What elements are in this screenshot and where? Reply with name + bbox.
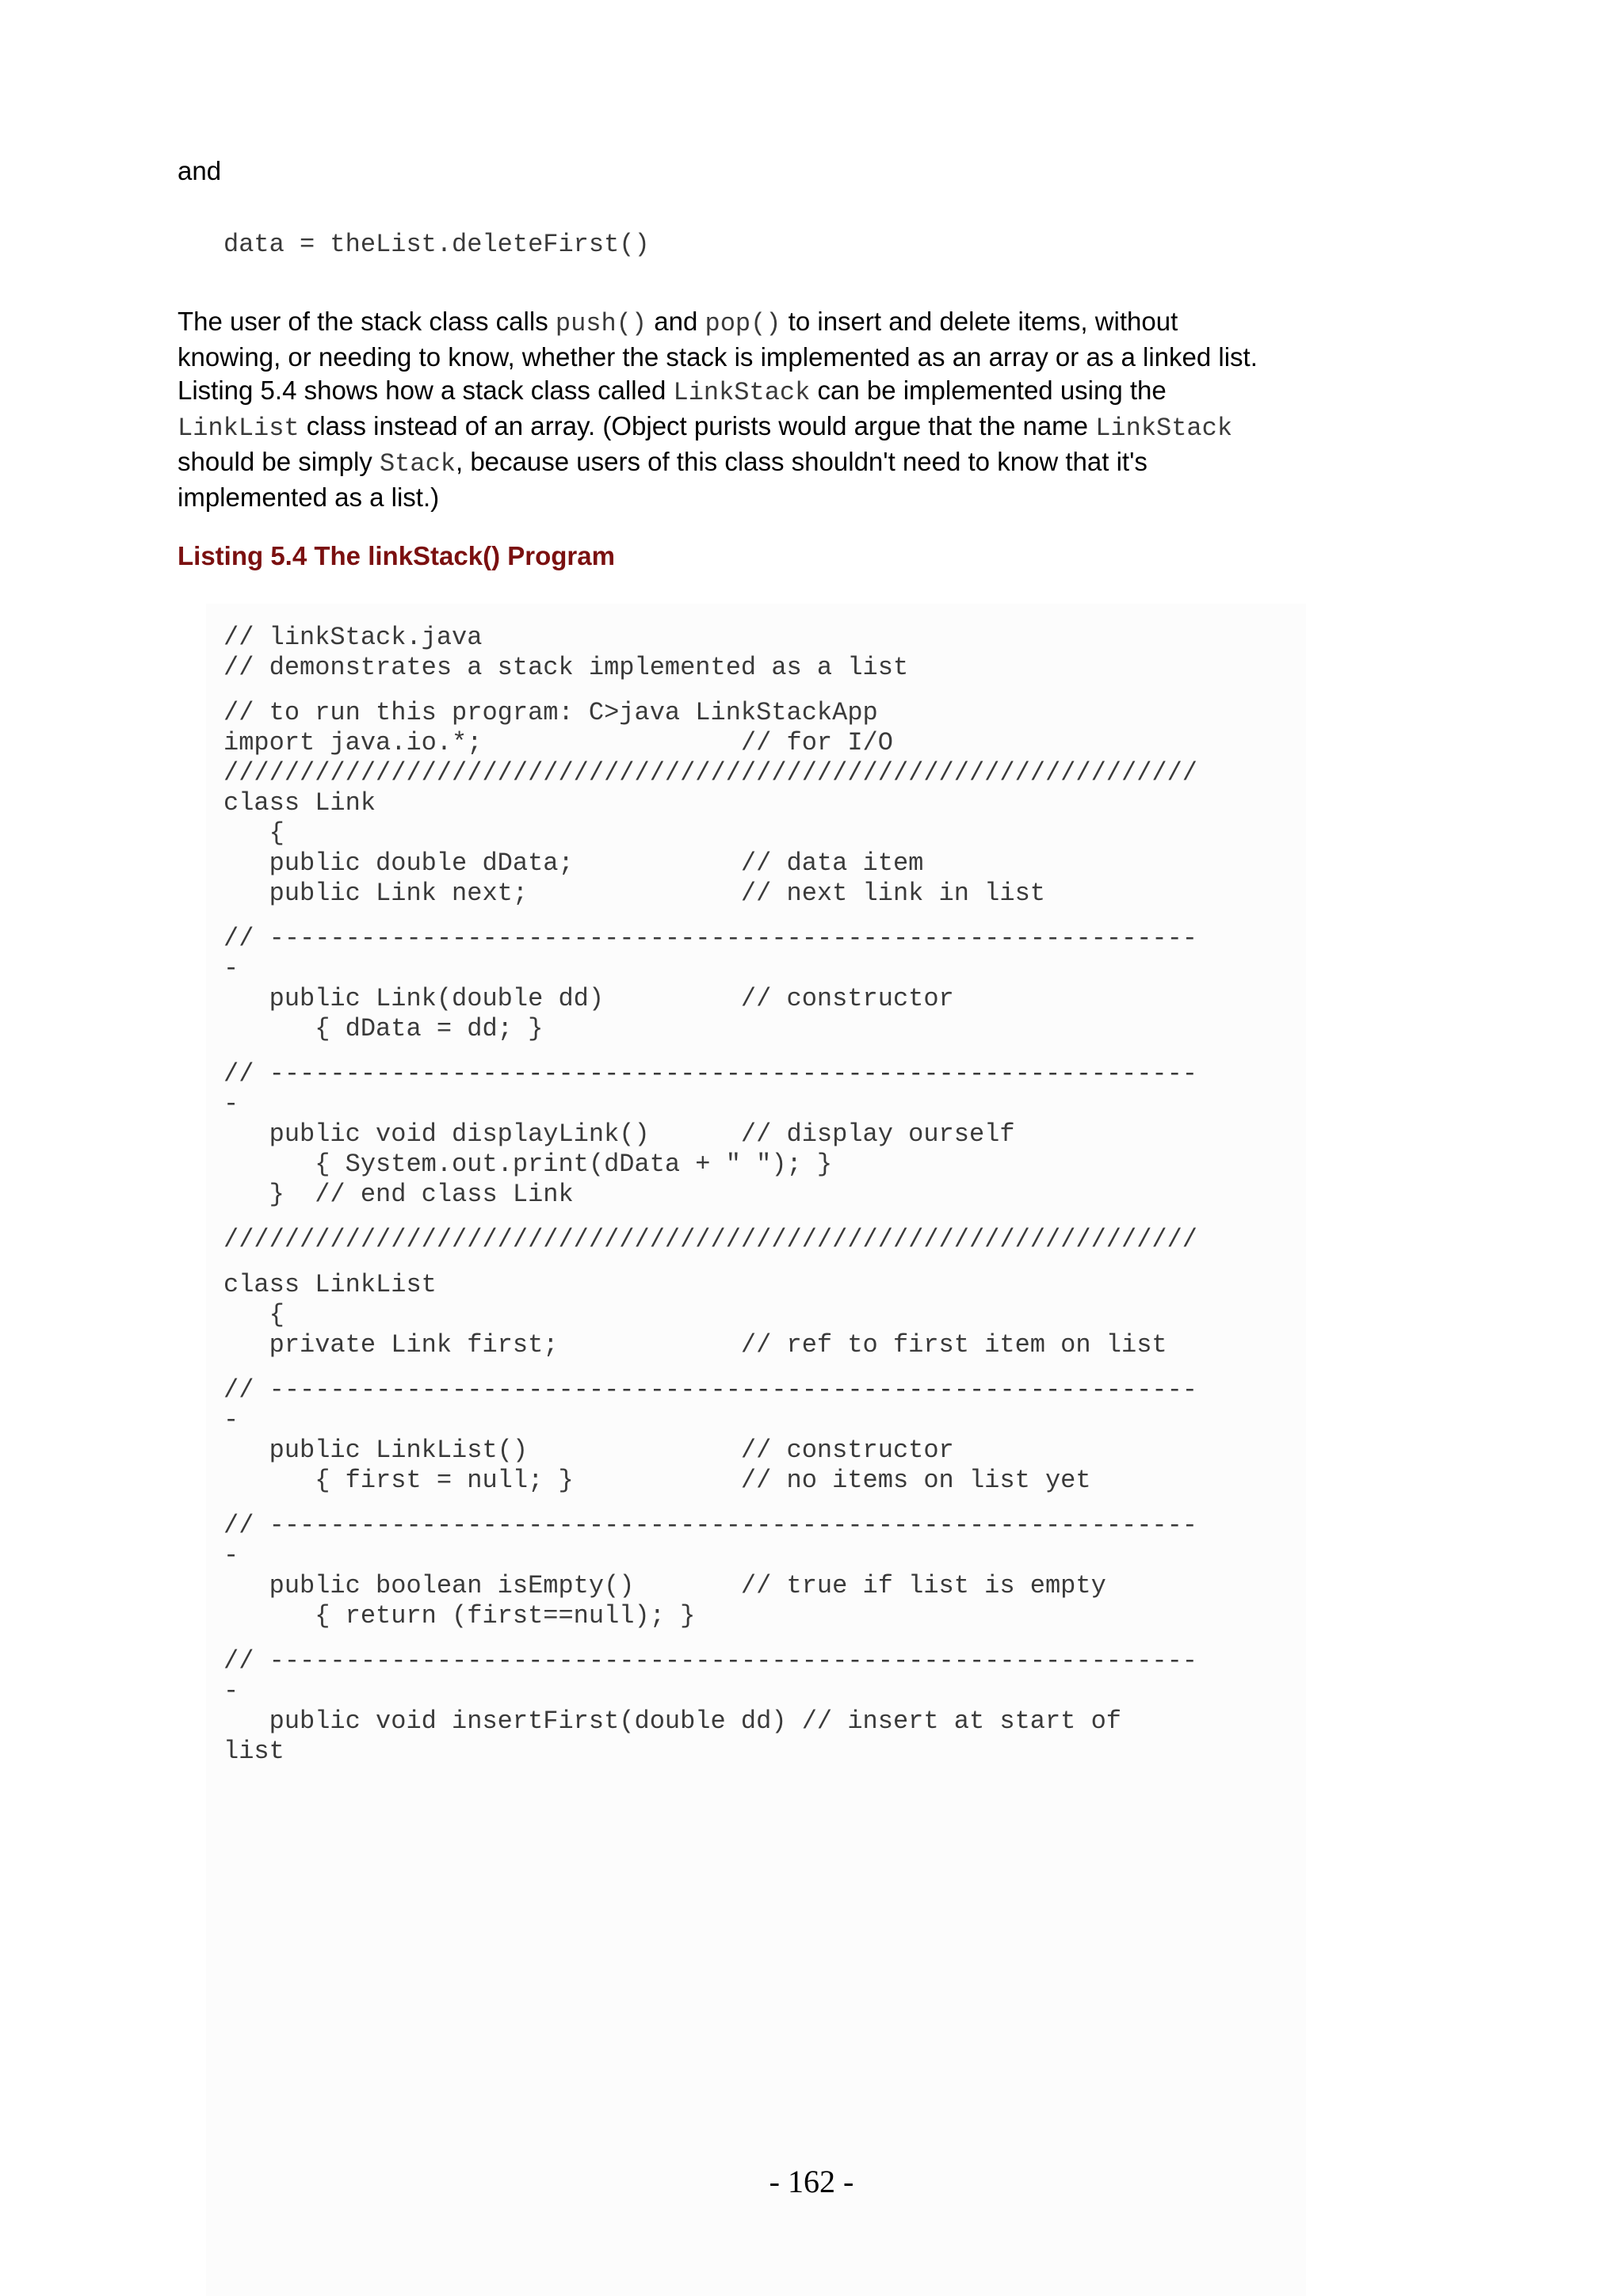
code-line: // to run this program: C>java LinkStackApp [223,698,878,727]
code-snippet: data = theList.deleteFirst() [223,230,650,259]
code-line: // ------------------------------------------------------------- [223,1511,1197,1540]
code-line: public Link(double dd) // constructor [223,984,954,1013]
paragraph-text: can be implemented using the [810,376,1167,405]
code-line: import java.io.*; // for I/O [223,728,893,757]
code-line: } // end class Link [223,1180,574,1209]
code-line: public double dData; // data item [223,849,924,878]
code-line: { return (first==null); } [223,1601,696,1630]
page-number: - 162 - [769,2164,854,2199]
code-line: public void insertFirst(double dd) // insert at start of [223,1707,1121,1736]
code-line: //////////////////////////////////////////////////////////////// [223,758,1197,788]
code-line: { [223,818,285,848]
inline-code: LinkList [178,414,300,443]
code-line: - [223,1541,239,1570]
paragraph-text: class instead of an array. (Object purists would argue that the name [299,411,1096,441]
inline-code: LinkStack [673,378,811,407]
code-line: // ------------------------------------------------------------- [223,1646,1197,1676]
code-line: class LinkList [223,1270,437,1299]
code-line: public void displayLink() // display ourself [223,1119,1015,1149]
inline-code: LinkStack [1095,414,1233,443]
code-line: // linkStack.java [223,623,483,652]
inline-code: Stack [379,449,456,479]
code-line: - [223,1089,239,1119]
code-line: class Link [223,788,376,818]
code-line: - [223,1405,239,1435]
code-line: { System.out.print(dData + " "); } [223,1150,833,1179]
inline-code: pop() [705,309,781,338]
paragraph-text: The user of the stack class calls [178,307,556,336]
code-line: { [223,1300,285,1329]
paragraph-text: and [647,307,705,336]
lead-text: and [178,156,222,185]
listing-title: Listing 5.4 The linkStack() Program [178,541,615,570]
code-line: // demonstrates a stack implemented as a list [223,653,909,682]
paragraph-text: to insert and delete items, without knowing, or needing to know, whether the stack is implemented as an array or as a linked list. Listing 5.4 shows how a stack class called [178,307,1258,405]
code-line: // ------------------------------------------------------------- [223,1375,1197,1405]
code-line: { dData = dd; } [223,1014,544,1043]
code-line: list [223,1737,285,1766]
paragraph-text: should be simply [178,447,380,476]
body-paragraph [178,305,1287,514]
code-line: public Link next; // next link in list [223,879,1045,908]
code-line: // ------------------------------------------------------------- [223,924,1197,953]
code-line: public boolean isEmpty() // true if list is empty [223,1571,1106,1600]
code-line: // ------------------------------------------------------------- [223,1059,1197,1089]
code-line: { first = null; } // no items on list yet [223,1466,1091,1495]
inline-code: push() [555,309,647,338]
code-line: private Link first; // ref to first item on list [223,1330,1167,1360]
code-line: - [223,1676,239,1706]
code-line: - [223,954,239,983]
paragraph-text: , because users of this class shouldn't need to know that it's implemented as a list.) [178,447,1148,512]
code-line: public LinkList() // constructor [223,1436,954,1465]
code-line: //////////////////////////////////////////////////////////////// [223,1225,1197,1254]
